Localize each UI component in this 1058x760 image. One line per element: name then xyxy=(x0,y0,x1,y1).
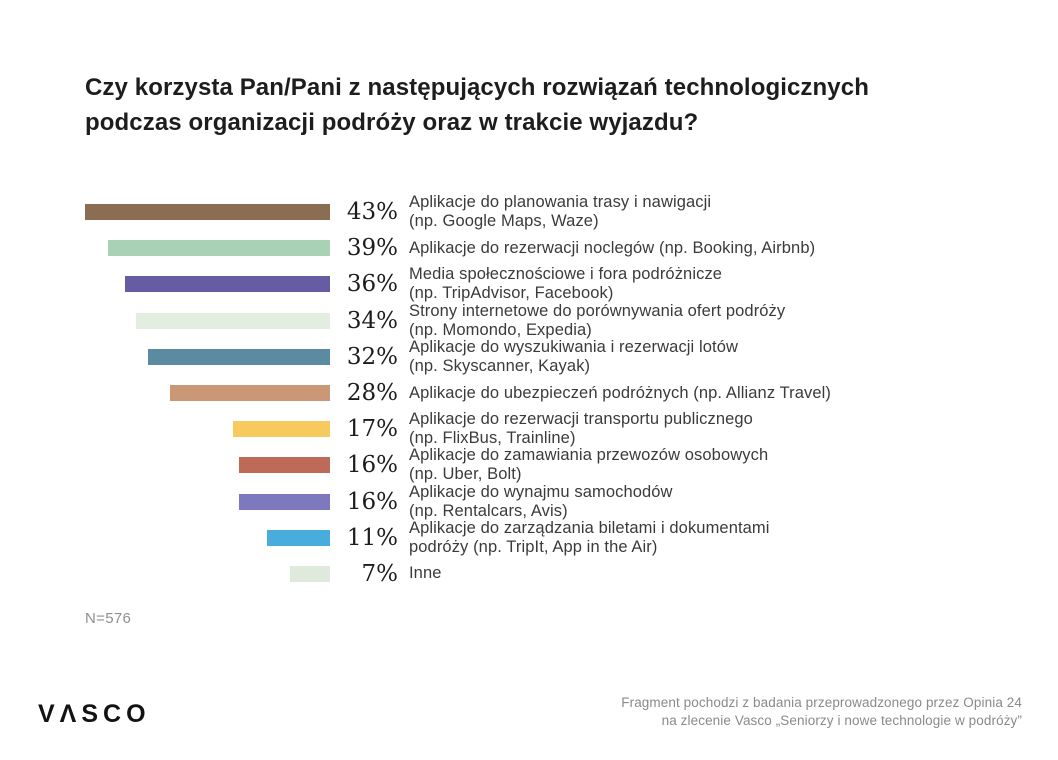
sample-size-note: N=576 xyxy=(85,610,132,627)
bar-category-label-line: Aplikacje do planowania trasy i nawigacji xyxy=(409,193,712,212)
bar-category-label xyxy=(409,239,815,258)
bar-category-label-line: (np. Rentalcars, Avis) xyxy=(409,501,568,520)
bar-value-label: 32% xyxy=(346,343,398,370)
bar-track xyxy=(85,457,330,473)
chart-row xyxy=(85,484,985,520)
bar-track xyxy=(85,276,330,292)
bar-category-label-line: (np. TripAdvisor, Facebook) xyxy=(409,284,614,303)
chart-row xyxy=(85,339,985,375)
bar-category-label-line: Strony internetowe do porównywania ofert podróży xyxy=(409,301,786,320)
chart-row xyxy=(85,556,985,592)
bar-category-label xyxy=(409,483,673,521)
bar-category-label-line: Media społecznościowe i fora podróżnicze xyxy=(409,265,723,284)
bar-value-label: 39% xyxy=(346,235,398,262)
bar xyxy=(136,313,330,329)
bar-track xyxy=(85,530,330,546)
bar xyxy=(85,204,330,220)
bar-value-label: 16% xyxy=(346,488,398,515)
bar xyxy=(108,240,330,256)
bar-value-label: 34% xyxy=(346,307,398,334)
chart-row xyxy=(85,447,985,483)
bar-track xyxy=(85,204,330,220)
chart-row xyxy=(85,411,985,447)
bar xyxy=(148,349,330,365)
bar-category-label-line: Aplikacje do ubezpieczeń podróżnych (np. Allianz Travel) xyxy=(409,383,831,402)
page-title-line1: Czy korzysta Pan/Pani z następujących rozwiązań technologicznych xyxy=(85,74,869,101)
bar-track xyxy=(85,349,330,365)
bar-value-label: 43% xyxy=(346,199,398,226)
bar-category-label-line: Aplikacje do wyszukiwania i rezerwacji lotów xyxy=(409,337,739,356)
bar-category-label xyxy=(409,265,722,303)
bar-category-label-line: Aplikacje do zarządzania biletami i dokumentami xyxy=(409,518,770,537)
bar-category-label xyxy=(409,384,831,403)
page-title xyxy=(85,70,869,140)
bar xyxy=(233,421,330,437)
bar-track xyxy=(85,494,330,510)
source-note-line2: na zlecenie Vasco „Seniorzy i nowe technologie w podróży” xyxy=(661,713,1022,728)
bar-chart xyxy=(85,194,985,592)
bar-category-label-line: Aplikacje do rezerwacji noclegów (np. Booking, Airbnb) xyxy=(409,238,816,257)
bar-category-label-line: (np. Momondo, Expedia) xyxy=(409,320,592,339)
bar xyxy=(239,494,330,510)
page-title-line2: podczas organizacji podróży oraz w trakcie wyjazdu? xyxy=(85,109,699,136)
bar-category-label xyxy=(409,193,711,231)
bar-category-label xyxy=(409,338,738,376)
bar-category-label xyxy=(409,564,442,583)
bar-category-label-line: (np. FlixBus, Trainline) xyxy=(409,429,576,448)
bar-category-label xyxy=(409,410,753,448)
bar-category-label-line: Inne xyxy=(409,564,442,583)
bar-value-label: 36% xyxy=(346,271,398,298)
chart-row xyxy=(85,303,985,339)
bar xyxy=(170,385,330,401)
bar xyxy=(239,457,330,473)
source-note xyxy=(621,694,1022,730)
source-note-line1: Fragment pochodzi z badania przeprowadzonego przez Opinia 24 xyxy=(621,695,1022,710)
bar-category-label-line: podróży (np. TripIt, App in the Air) xyxy=(409,537,658,556)
bar-track xyxy=(85,421,330,437)
vasco-logo: VΛSCO xyxy=(38,700,151,728)
bar-track xyxy=(85,385,330,401)
bar-category-label-line: (np. Google Maps, Waze) xyxy=(409,212,599,231)
bar-track xyxy=(85,240,330,256)
bar-category-label xyxy=(409,446,768,484)
bar-track xyxy=(85,566,330,582)
bar xyxy=(125,276,330,292)
bar-value-label: 16% xyxy=(346,452,398,479)
bar-value-label: 11% xyxy=(346,524,398,551)
bar xyxy=(267,530,330,546)
bar-value-label: 7% xyxy=(361,560,398,587)
bar-category-label xyxy=(409,519,770,557)
bar-category-label xyxy=(409,302,785,340)
bar-track xyxy=(85,313,330,329)
bar xyxy=(290,566,330,582)
bar-value-label: 17% xyxy=(346,416,398,443)
bar-value-label: 28% xyxy=(346,380,398,407)
chart-row xyxy=(85,375,985,411)
bar-category-label-line: (np. Uber, Bolt) xyxy=(409,465,522,484)
bar-category-label-line: Aplikacje do wynajmu samochodów xyxy=(409,482,673,501)
chart-row xyxy=(85,230,985,266)
bar-category-label-line: Aplikacje do zamawiania przewozów osobowych xyxy=(409,446,769,465)
bar-category-label-line: Aplikacje do rezerwacji transportu publicznego xyxy=(409,410,753,429)
chart-row xyxy=(85,266,985,302)
chart-row xyxy=(85,520,985,556)
chart-row xyxy=(85,194,985,230)
bar-category-label-line: (np. Skyscanner, Kayak) xyxy=(409,356,591,375)
